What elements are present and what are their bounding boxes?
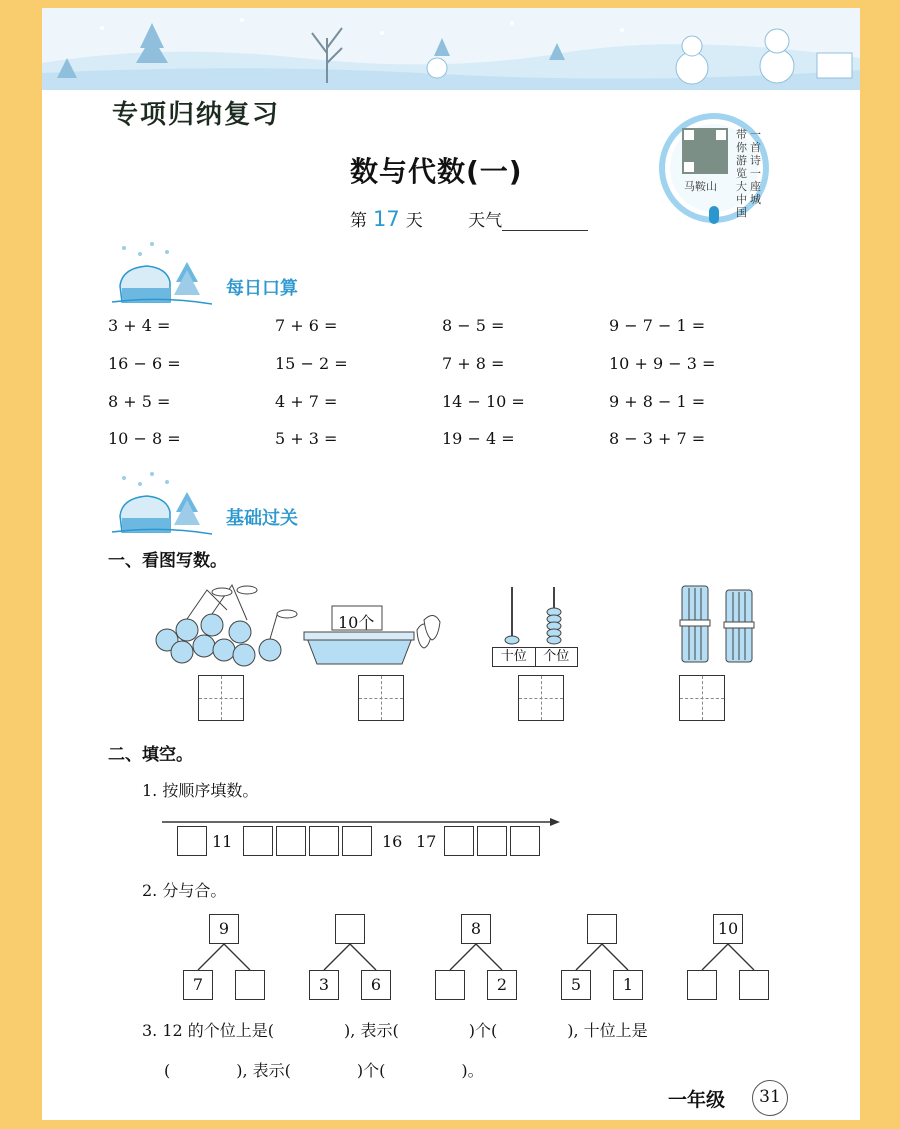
basics-heading: 基础过关 [226, 508, 298, 529]
day-number: 17 [373, 207, 400, 231]
calc-problem: 15 − 2 = [275, 354, 348, 373]
tree-right-box: 6 [361, 970, 391, 1000]
tree-branch [602, 944, 628, 970]
calc-problem: 7 + 8 = [442, 354, 505, 373]
calc-problem: 9 − 7 − 1 = [609, 316, 706, 335]
badge-city: 马鞍山 [684, 180, 717, 193]
tree-branch [476, 944, 502, 970]
number-line-known-number: 11 [212, 832, 233, 851]
tree-branch [450, 944, 476, 970]
tree-branch-lines [42, 8, 860, 1120]
tree-branch [350, 944, 376, 970]
tree-branch [576, 944, 602, 970]
tree-right-box[interactable] [739, 970, 769, 1000]
q3-line1: 3. 12 的个位上是( ), 表示( )个( ), 十位上是 [142, 1021, 648, 1040]
abacus-ones-label: 个位 [543, 649, 570, 664]
basket-label: 10个 [338, 613, 375, 632]
calc-problem: 10 + 9 − 3 = [609, 354, 716, 373]
workbook-page [42, 8, 860, 1120]
calc-problem: 8 − 5 = [442, 316, 505, 335]
calc-problem: 9 + 8 − 1 = [609, 392, 706, 411]
part1-title: 一、看图写数。 [108, 551, 227, 571]
q3-line2: ( ), 表示( )个( )。 [164, 1061, 484, 1080]
calc-problem: 8 − 3 + 7 = [609, 429, 706, 448]
abacus-tens-label: 十位 [493, 648, 536, 666]
calc-problem: 3 + 4 = [108, 316, 171, 335]
calc-problem: 4 + 7 = [275, 392, 338, 411]
tree-left-box: 7 [183, 970, 213, 1000]
calc-problem: 14 − 10 = [442, 392, 525, 411]
tree-right-box: 1 [613, 970, 643, 1000]
tree-branch [728, 944, 754, 970]
page-title: 数与代数(一) [350, 155, 523, 188]
calc-problem: 7 + 6 = [275, 316, 338, 335]
day-suffix: 天 [405, 211, 423, 231]
tree-top-box: 8 [461, 914, 491, 944]
calc-problem: 19 − 4 = [442, 429, 515, 448]
tree-right-box: 2 [487, 970, 517, 1000]
number-line-known-number: 16 [382, 832, 403, 851]
q2-label: 2. 分与合。 [142, 881, 227, 900]
tree-left-box[interactable] [687, 970, 717, 1000]
section-title: 专项归纳复习 [112, 100, 281, 130]
tree-branch [224, 944, 250, 970]
tree-top-box: 9 [209, 914, 239, 944]
badge-line1: 一首诗 一座城 [750, 128, 761, 206]
day-prefix: 第 [350, 211, 367, 231]
tree-left-box: 5 [561, 970, 591, 1000]
tree-branch [198, 944, 224, 970]
tree-left-box: 3 [309, 970, 339, 1000]
calc-problem: 16 − 6 = [108, 354, 181, 373]
page-number: 31 [752, 1080, 788, 1116]
tree-top-box: 10 [713, 914, 743, 944]
tree-top-box[interactable] [335, 914, 365, 944]
tree-branch [324, 944, 350, 970]
grade-label: 一年级 [668, 1089, 726, 1111]
tree-branch [702, 944, 728, 970]
part2-title: 二、填空。 [108, 745, 193, 765]
calc-problem: 5 + 3 = [275, 429, 338, 448]
tree-left-box[interactable] [435, 970, 465, 1000]
calc-problem: 8 + 5 = [108, 392, 171, 411]
weather-label: 天气 [468, 211, 503, 231]
calc-problem: 10 − 8 = [108, 429, 181, 448]
tree-top-box[interactable] [587, 914, 617, 944]
badge-line2: 带你游览大中国 [736, 128, 747, 219]
q1-label: 1. 按顺序填数。 [142, 781, 259, 800]
tree-right-box[interactable] [235, 970, 265, 1000]
daily-calc-heading: 每日口算 [226, 278, 298, 299]
number-line-known-number: 17 [416, 832, 437, 851]
